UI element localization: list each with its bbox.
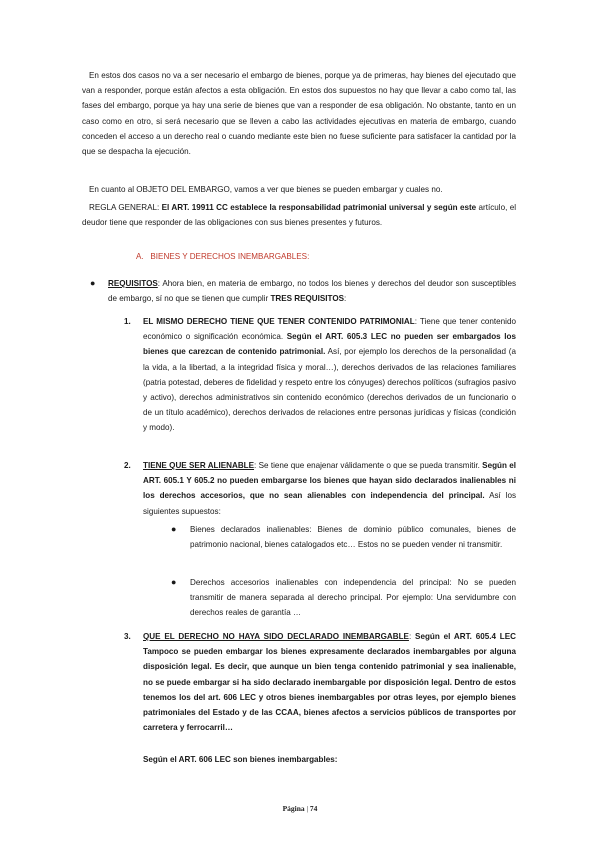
- item-3-lead: QUE EL DERECHO NO HAYA SIDO DECLARADO INEMBARGABLE: [143, 632, 409, 641]
- item-2-text-b: Según el ART. 605.1 Y 605.2 no pueden embargarse los bienes que hayan sido declarados inalienables ni los derechos accesorios, que no sean alienables con independencia del principal.: [143, 461, 516, 501]
- item-2-text-c: Así los siguientes supuestos:: [143, 491, 516, 516]
- item-1-text-b: Según el ART. 605.3 LEC no pueden ser embargados los bienes que carezcan de contenido patrimonial.: [143, 332, 516, 357]
- page-number: 74: [309, 804, 318, 813]
- regla-general-lead: REGLA GENERAL:: [89, 203, 162, 212]
- item-1-text-c: Así, por ejemplo los derechos de la personalidad (a la vida, a la libertad, a la integridad física y moral…), derechos derivados de las relaciones familiares (patria potestad, deberes de fidelidad y respeto entre los cónyuges) derechos políticos (sufragios pasivo y activo), derechos administrativos sin contenido económico (derechos derivados de un funcionario o de un título académico), derechos derivados de relaciones entre personas jurídicas y físicas (condición y modo).: [143, 347, 516, 433]
- section-letter: A.: [136, 252, 144, 261]
- item-3-paragraph: [143, 629, 516, 735]
- regla-general-statement: El ART. 19911 CC establece la responsabilidad patrimonial universal y según este: [161, 203, 477, 212]
- requisitos-colon: :: [344, 294, 347, 304]
- section-title: BIENES Y DERECHOS INEMBARGABLES:: [150, 252, 310, 261]
- subbullet-2-icon: ●: [171, 577, 177, 587]
- closing-line: Según el ART. 606 LEC son bienes inembargables:: [143, 755, 338, 764]
- page-footer: [0, 804, 600, 813]
- subbullet-2-text: Derechos accesorios inalienables con independencia del principal: No se pueden transmitir de manera separada al derecho principal. Por ejemplo: Una servidumbre con derechos reales de garantía …: [190, 578, 516, 618]
- requisitos-bullet-icon: ●: [90, 278, 96, 288]
- subbullet-1-text: Bienes declarados inalienables: Bienes de dominio público comunales, bienes de patrimonio nacional, bienes catalogados etc… Estos no se pueden vender ni transmitir.: [190, 525, 516, 550]
- tres-requisitos: TRES REQUISITOS: [270, 294, 345, 304]
- requisitos-text: : Ahora bien, en materia de embargo, no todos los bienes y derechos del deudor son susceptibles de embargo, sí no que se tienen que cumplir: [108, 279, 516, 304]
- requisitos-label: REQUISITOS: [108, 279, 158, 288]
- intro-paragraph-3: [82, 200, 516, 230]
- item-1-paragraph: [143, 314, 516, 436]
- requisitos-paragraph: [108, 276, 516, 306]
- subbullet-1-icon: ●: [171, 524, 177, 534]
- item-2-paragraph: [143, 458, 516, 519]
- item-2-number: 2.: [124, 461, 131, 470]
- footer-label: Página: [282, 804, 305, 813]
- footer-separator: |: [306, 804, 309, 813]
- intro-paragraph-2: En cuanto al OBJETO DEL EMBARGO, vamos a ver que bienes se pueden embargar y cuales no.: [89, 185, 443, 194]
- item-3-text-a: :: [408, 632, 416, 641]
- item-1-lead: EL MISMO DERECHO TIENE QUE TENER CONTENIDO PATRIMONIAL: [143, 317, 415, 326]
- section-heading: [136, 252, 309, 261]
- item-3-number: 3.: [124, 632, 131, 641]
- item-1-number: 1.: [124, 317, 131, 326]
- item-2-text-a: : Se tiene que enajenar válidamente o que se pueda transmitir.: [254, 461, 483, 470]
- item-3-text-b: Según el ART. 605.4 LEC Tampoco se pueden embargar los bienes expresamente declarados inembargables por alguna disposición legal. Es decir, que aunque un bien tenga contenido patrimonial y sea inalienable, no se puede embargar si ha sido declarado inembargable por disposición legal. Dentro de estos tenemos los del art. 606 LEC y otros bienes inembargables por otras leyes, por ejemplo bienes patrimoniales del Estado y de las CCAA, bienes afectos a servicios públicos de transportes por carretera y ferrocarril…: [143, 632, 516, 733]
- item-2-lead: TIENE QUE SER ALIENABLE: [143, 461, 255, 470]
- intro-paragraph-1: En estos dos casos no va a ser necesario el embargo de bienes, porque ya de primeras, hay bienes del ejecutado que van a responder, porque están afectos a esta obligación. En estos dos supuestos no hay que llevar a cabo como tal, las fases del embargo, porque ya hay una serie de bienes que van a responder de esa obligación. No obstante, tanto en un caso como en otro, si será necesario que se lleven a cabo las actividades ejecutivas en materia de embargo, cuando conceden el acceso a un derecho real o cuando mediante este bien no fuese suficiente para satisfacer la cantidad por la que se despacha la ejecución.: [82, 71, 516, 157]
- regla-general-rest: artículo, el deudor tiene que responder de las obligaciones con sus bienes presentes y futuros.: [82, 203, 516, 228]
- item-1-text-a: : Tiene que tener contenido económico o significación económica.: [143, 317, 516, 342]
